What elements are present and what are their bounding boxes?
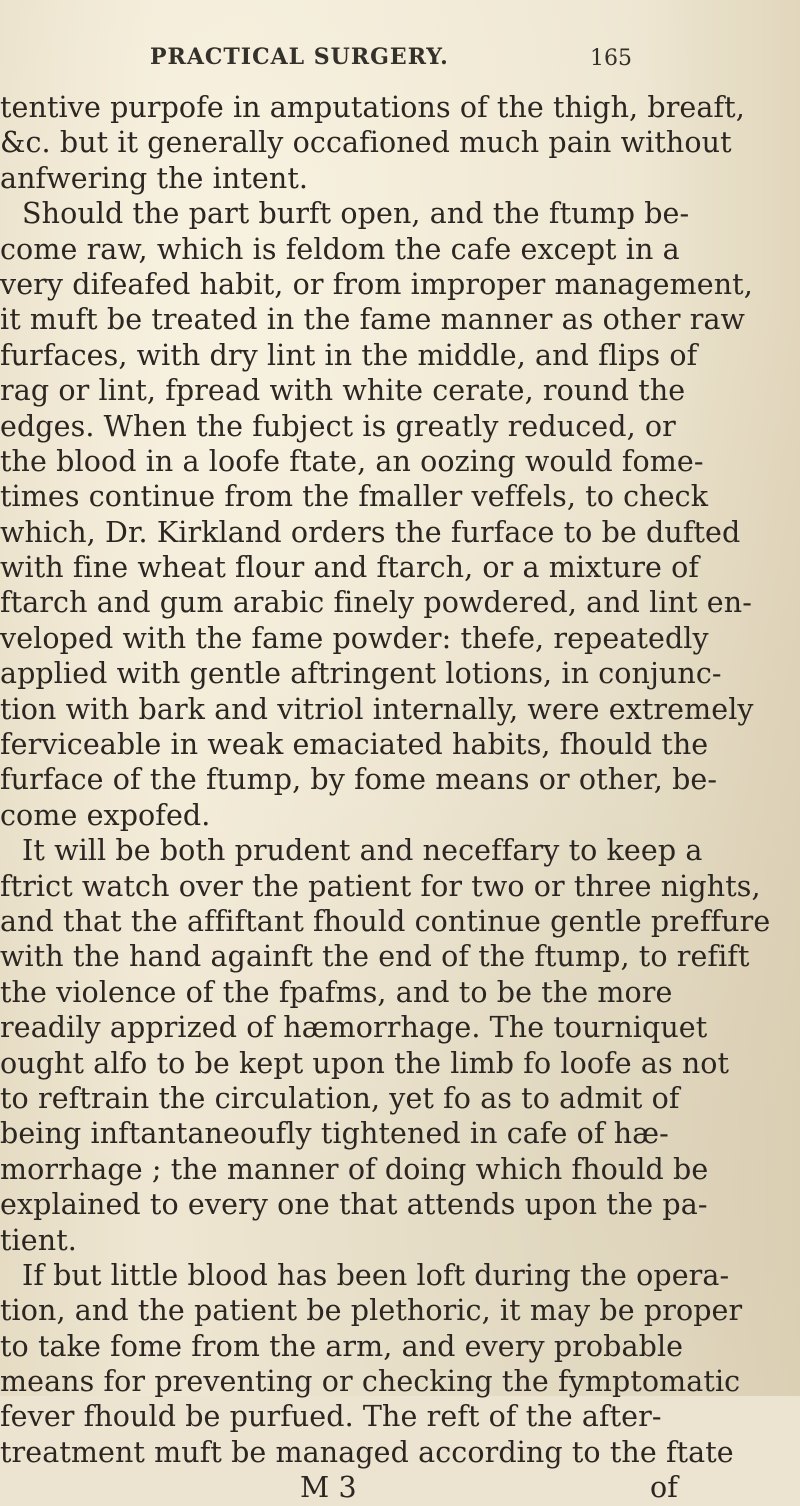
text-line: with the hand againft the end of the ftump, to refift (0, 940, 750, 974)
text-line: it muft be treated in the fame manner as other raw (0, 303, 746, 337)
page-header (0, 44, 800, 84)
footer-line (0, 1470, 730, 1505)
text-line: tion with bark and vitriol internally, were extremely (0, 692, 754, 726)
text-line: and that the affiftant fhould continue gentle preffure (0, 904, 771, 938)
text-line: Should the part burft open, and the ftump be- (22, 197, 690, 231)
running-head: PRACTICAL SURGERY. (150, 44, 449, 70)
text-line: applied with gentle aftringent lotions, in conjunc- (0, 657, 722, 691)
text-line: explained to every one that attends upon the pa- (0, 1188, 708, 1222)
text-line: fever fhould be purfued. The reft of the after- (0, 1400, 662, 1434)
text-line: ftrict watch over the patient for two or three nights, (0, 869, 761, 903)
text-line: the violence of the fpafms, and to be the more (0, 975, 673, 1009)
body-text (0, 90, 771, 1506)
text-line: tion, and the patient be plethoric, it may be proper (0, 1294, 743, 1328)
text-line: treatment muft be managed according to the ftate (0, 1435, 734, 1469)
text-line: with fine wheat flour and ftarch, or a mixture of (0, 551, 700, 585)
text-line: rag or lint, fpread with white cerate, round the (0, 374, 686, 408)
text-line: being inftantaneoufly tightened in cafe of hæ- (0, 1117, 669, 1151)
text-line: ferviceable in weak emaciated habits, fhould the (0, 728, 709, 762)
text-line: It will be both prudent and neceffary to keep a (22, 834, 703, 868)
text-line: to take fome from the arm, and every probable (0, 1329, 684, 1363)
text-line: the blood in a loofe ftate, an oozing would fome- (0, 444, 704, 478)
text-line: anfwering the intent. (0, 161, 309, 195)
text-line: ought alfo to be kept upon the limb fo loofe as not (0, 1046, 730, 1080)
text-line: tentive purpofe in amputations of the thigh, breaft, (0, 91, 745, 124)
text-line: means for preventing or checking the fymptomatic (0, 1365, 741, 1399)
text-line: times continue from the fmaller veffels, to check (0, 480, 709, 514)
text-line: furfaces, with dry lint in the middle, and flips of (0, 338, 698, 372)
catchword: of (650, 1471, 678, 1505)
text-line: morrhage ; the manner of doing which fhould be (0, 1152, 709, 1186)
text-line: tient. (0, 1223, 77, 1257)
text-line: If but little blood has been loft during the opera- (22, 1258, 730, 1292)
text-line: come raw, which is feldom the cafe except in a (0, 232, 680, 266)
text-line: ftarch and gum arabic finely powdered, and lint en- (0, 586, 752, 620)
text-line: readily apprized of hæmorrhage. The tourniquet (0, 1011, 708, 1045)
text-line: furface of the ftump, by fome means or other, be- (0, 763, 718, 797)
page-number: 165 (590, 46, 632, 71)
text-line: come expofed. (0, 798, 211, 832)
text-line: &c. but it generally occafioned much pain without (0, 126, 732, 160)
signature-mark: M 3 (300, 1471, 357, 1505)
text-line: to reftrain the circulation, yet fo as to admit of (0, 1081, 680, 1115)
text-line: edges. When the fubject is greatly reduced, or (0, 409, 676, 443)
text-line: which, Dr. Kirkland orders the furface to be dufted (0, 515, 741, 549)
text-line: very difeafed habit, or from improper management, (0, 267, 753, 301)
text-line: veloped with the fame powder: thefe, repeatedly (0, 621, 709, 655)
